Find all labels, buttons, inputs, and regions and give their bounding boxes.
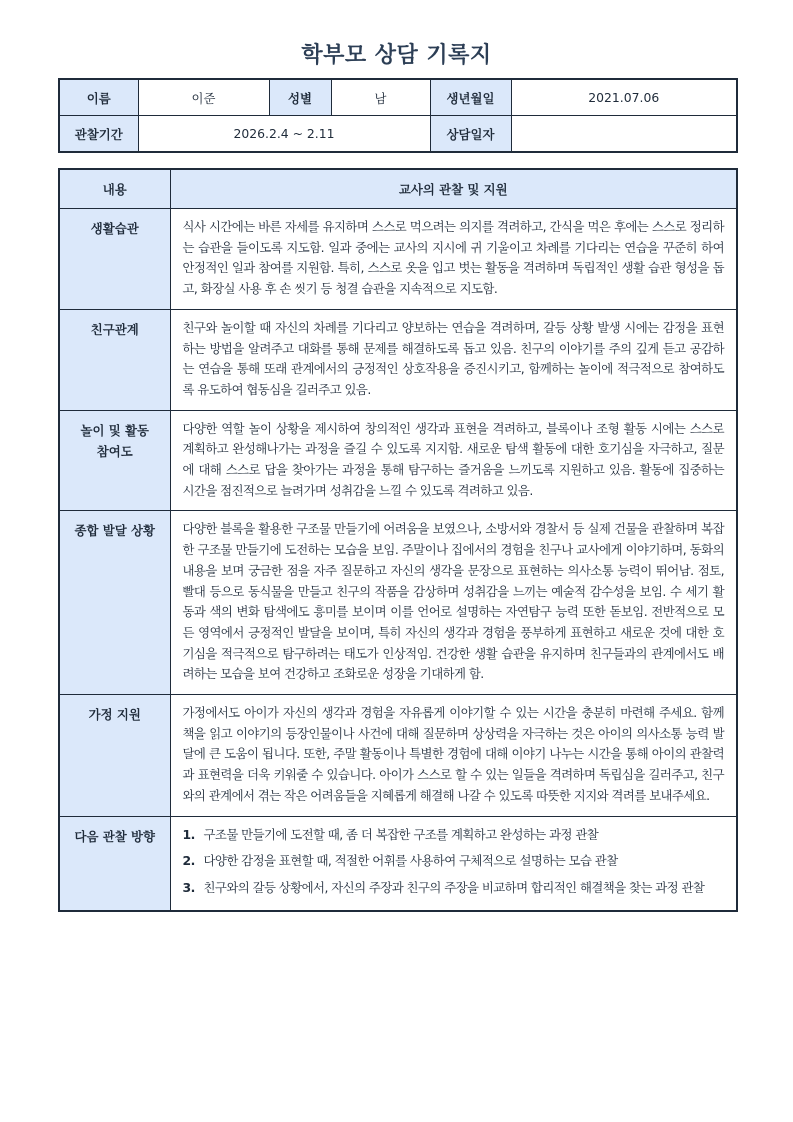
table-row [59,511,737,695]
row-category: 친구관계 [59,309,170,410]
row-text: 다양한 블록을 활용한 구조물 만들기에 어려움을 보였으나, 소방서와 경찰서 등 실제 건물을 관찰하며 복잡한 구조물 만들기에 도전하는 모습을 보임. 주말이나 집에서의 경험을 친구나 교사에게 이야기하며, 동화의 내용을 보며 궁금한 점을 자주 질문하고 자신의 생각을 문장으로 표현하는 의사소통 능력이 뛰어남. 점토, 빨대 등으로 동식물을 만들고 친구의 작품을 감상하며 성취감을 느끼는 예술적 감수성을 보임. 수 세기 활동과 색의 변화 탐색에도 흥미를 보이며 이를 언어로 설명하는 자연탐구 능력 또한 돋보임. 전반적으로 모든 영역에서 긍정적인 발달을 보이며, 특히 자신의 생각과 경험을 풍부하게 표현하고 새로운 것에 대한 호기심을 적극적으로 탐구하려는 태도가 인상적임. 건강한 생활 습관을 유지하며 친구들과의 관계에서도 배려하는 모습을 보여 건강하고 조화로운 성장을 기대하게 함. [170,511,737,695]
student-info-table [58,78,738,153]
period-value: 2026.2.4 ~ 2.11 [138,116,430,153]
row-category: 가정 지원 [59,695,170,817]
list-item [183,825,725,846]
list-number: 2. [182,853,195,869]
list-number: 3. [182,879,195,895]
list-item [183,851,725,872]
row-category: 놀이 및 활동 참여도 [59,410,170,511]
list-text: 친구와의 갈등 상황에서, 자신의 주장과 친구의 주장을 비교하며 합리적인 해결책을 찾는 과정 관찰 [203,879,705,895]
gender-value: 남 [331,79,430,116]
list-item [183,878,725,899]
list-text: 구조물 만들기에 도전할 때, 좀 더 복잡한 구조를 계획하고 완성하는 과정 관찰 [203,826,599,842]
birth-value: 2021.07.06 [511,79,737,116]
table-row [59,410,737,511]
row-text: 가정에서도 아이가 자신의 생각과 경험을 자유롭게 이야기할 수 있는 시간을 충분히 마련해 주세요. 함께 책을 읽고 이야기의 등장인물이나 사건에 대해 질문하며 상상력을 자극하는 것은 아이의 의사소통 능력 발달에 큰 도움이 됩니다. 또한, 주말 활동이나 특별한 경험에 대해 이야기 나누는 시간을 통해 아이의 관찰력과 표현력을 더욱 키워줄 수 있습니다. 아이가 스스로 할 수 있는 일들을 격려하며 독립심을 길러주고, 친구와의 관계에서 겪는 작은 어려움들을 지혜롭게 해결해 나갈 수 있도록 따뜻한 지지와 격려를 보내주세요. [170,695,737,817]
name-label: 이름 [59,79,138,116]
consult-date-value [511,116,737,153]
list-text: 다양한 감정을 표현할 때, 적절한 어휘를 사용하여 구체적으로 설명하는 모습 관찰 [203,853,618,869]
name-value: 이준 [138,79,269,116]
row-text: 식사 시간에는 바른 자세를 유지하며 스스로 먹으려는 의지를 격려하고, 간식을 먹은 후에는 스스로 정리하는 습관을 들이도록 지도함. 일과 중에는 교사의 지시에 귀 기울이고 차례를 기다리는 연습을 꾸준히 하여 안정적인 일과 참여를 지원함. 특히, 스스로 옷을 입고 벗는 활동을 격려하며 독립적인 생활 습관 형성을 돕고, 화장실 사용 후 손 씻기 등 청결 습관을 지속적으로 지도함. [170,209,737,310]
table-row [59,309,737,410]
header-body: 교사의 관찰 및 지원 [170,169,737,209]
page-title: 학부모 상담 기록지 [301,43,492,68]
table-row [59,816,737,911]
observation-table [58,168,738,912]
row-category: 생활습관 [59,209,170,310]
period-label: 관찰기간 [59,116,138,153]
table-row [59,209,737,310]
birth-label: 생년월일 [430,79,511,116]
row-text: 친구와 놀이할 때 자신의 차례를 기다리고 양보하는 연습을 격려하며, 갈등 상황 발생 시에는 감정을 표현하는 방법을 알려주고 대화를 통해 문제를 해결하도록 돕고 있음. 친구의 이야기를 주의 깊게 듣고 공감하는 연습을 통해 또래 관계에서의 긍정적인 상호작용을 증진시키고, 함께하는 놀이에 적극적으로 참여하도록 유도하여 협동심을 길러주고 있음. [170,309,737,410]
row-text: 다양한 역할 놀이 상황을 제시하여 창의적인 생각과 표현을 격려하고, 블록이나 조형 활동 시에는 스스로 계획하고 완성해나가는 과정을 즐길 수 있도록 지지함. 새로운 탐색 활동에 대한 호기심을 자극하고, 질문에 대해 스스로 답을 찾아가는 과정을 통해 탐구하는 즐거움을 느끼도록 지원하고 있음. 활동에 집중하는 시간을 점진적으로 늘려가며 성취감을 느낄 수 있도록 격려하고 있음. [170,410,737,511]
list-number: 1. [182,826,195,842]
consult-date-label: 상담일자 [430,116,511,153]
row-category: 다음 관찰 방향 [59,816,170,911]
header-category: 내용 [59,169,170,209]
next-observation-list [170,816,737,911]
gender-label: 성별 [269,79,331,116]
row-category: 종합 발달 상황 [59,511,170,695]
table-row [59,695,737,817]
